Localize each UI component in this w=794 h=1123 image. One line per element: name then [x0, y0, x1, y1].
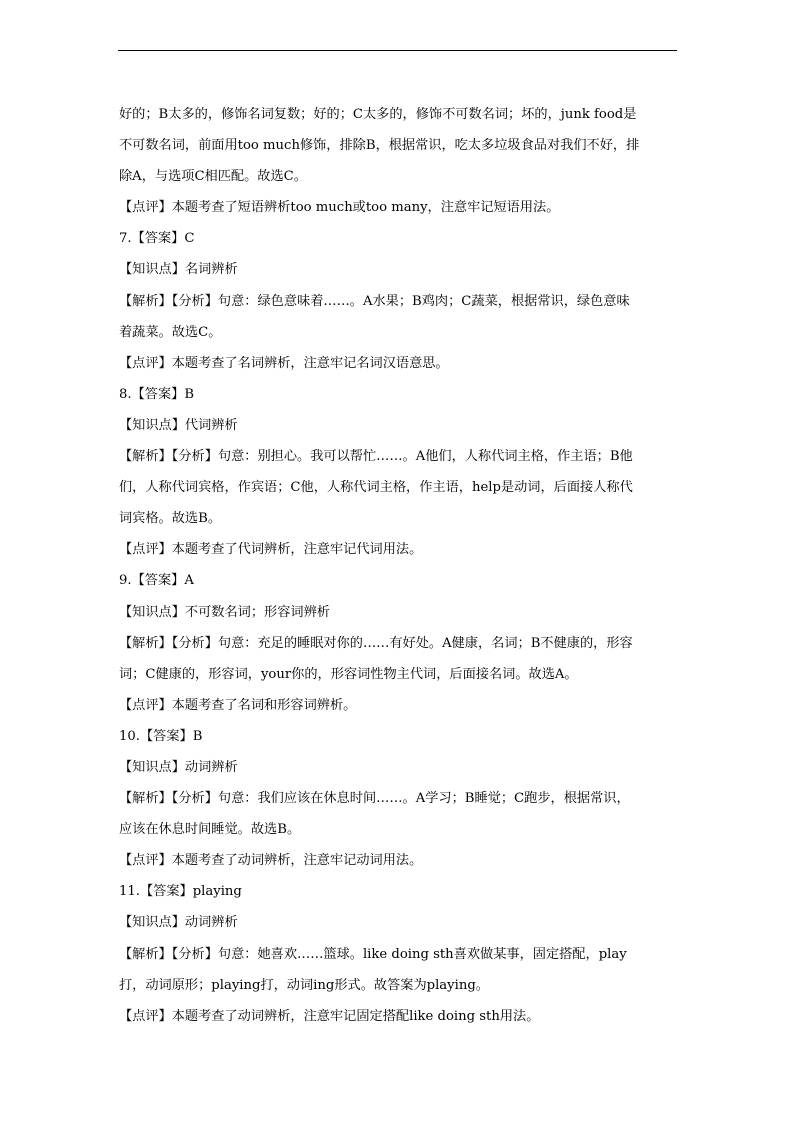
analysis-line: 应该在休息时间睡觉。故选B。 [119, 822, 301, 838]
knowledge-point: 【知识点】动词辨析 [119, 759, 238, 775]
comment-line: 【点评】本题考查了名词辨析，注意牢记名词汉语意思。 [119, 355, 449, 371]
comment-line: 【点评】本题考查了动词辨析，注意牢记固定搭配like doing sth用法。 [119, 1008, 540, 1024]
comment-line: 【点评】本题考查了代词辨析，注意牢记代词用法。 [119, 542, 423, 558]
analysis-line: 着蔬菜。故选C。 [119, 324, 222, 340]
comment-line: 【点评】本题考查了短语辨析too much或too many，注意牢记短语用法。 [119, 200, 560, 216]
document-body [119, 99, 679, 1032]
text-line: 不可数名词，前面用too much修饰，排除B，根据常识，吃太多垃圾食品对我们不好，排 [119, 138, 640, 154]
answer-heading-11: 11.【答案】playing [119, 884, 242, 900]
analysis-line: 词宾格。故选B。 [119, 511, 222, 527]
answer-heading-10: 10.【答案】B [119, 728, 203, 744]
knowledge-point: 【知识点】动词辨析 [119, 915, 238, 931]
text-line: 除A，与选项C相匹配。故选C。 [119, 169, 307, 185]
analysis-line: 词；C健康的，形容词，your你的，形容词性物主代词，后面接名词。故选A。 [119, 666, 578, 682]
comment-line: 【点评】本题考查了名词和形容词辨析。 [119, 697, 357, 713]
answer-heading-8: 8.【答案】B [119, 386, 195, 402]
analysis-line: 打，动词原形；playing打，动词ing形式。故答案为playing。 [119, 977, 489, 993]
answer-heading-9: 9.【答案】A [119, 573, 194, 589]
analysis-line: 【解析】【分析】句意：绿色意味着……。A水果；B鸡肉；C蔬菜，根据常识，绿色意味 [119, 293, 630, 309]
answer-heading-7: 7.【答案】C [119, 231, 195, 247]
knowledge-point: 【知识点】代词辨析 [119, 417, 238, 433]
text-line: 好的；B太多的，修饰名词复数；好的；C太多的，修饰不可数名词；坏的，junk food是 [119, 107, 637, 122]
analysis-line: 【解析】【分析】句意：别担心。我可以帮忙……。A他们，人称代词主格，作主语；B他 [119, 449, 633, 465]
comment-line: 【点评】本题考查了动词辨析，注意牢记动词用法。 [119, 853, 423, 869]
header-rule [118, 50, 677, 51]
knowledge-point: 【知识点】名词辨析 [119, 262, 238, 278]
analysis-line: 【解析】【分析】句意：充足的睡眠对你的……有好处。A健康，名词；B不健康的，形容 [119, 635, 633, 651]
analysis-line: 们，人称代词宾格，作宾语；C他，人称代词主格，作主语，help是动词，后面接人称代 [119, 480, 633, 496]
analysis-line: 【解析】【分析】句意：她喜欢……篮球。like doing sth喜欢做某事，固定搭配，play [119, 946, 627, 962]
knowledge-point: 【知识点】不可数名词；形容词辨析 [119, 604, 330, 620]
analysis-line: 【解析】【分析】句意：我们应该在休息时间……。A学习；B睡觉；C跑步，根据常识， [119, 791, 630, 807]
